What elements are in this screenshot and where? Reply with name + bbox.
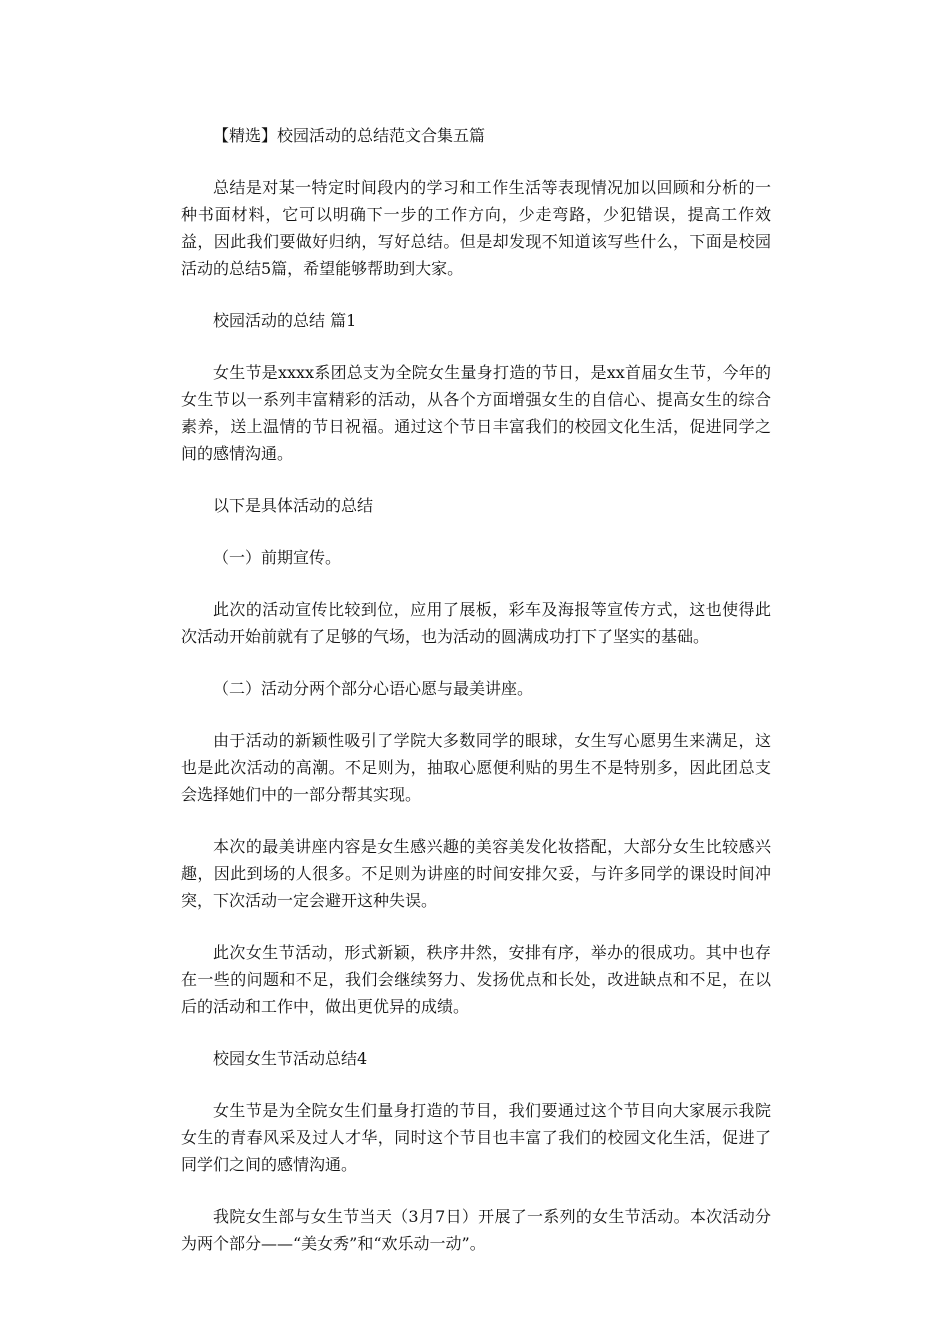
paragraph-4-intro: 女生节是为全院女生们量身打造的节目，我们要通过这个节目向大家展示我院女生的青春风采及过人才华，同时这个节目也丰富了我们的校园文化生活，促进了同学们之间的感情沟通。 (181, 1101, 771, 1174)
document-body (181, 122, 771, 1282)
subheading-publicity: （一）前期宣传。 (213, 548, 342, 567)
section-heading-4: 校园女生节活动总结4 (213, 1049, 368, 1068)
document-title: 【精选】校园活动的总结范文合集五篇 (213, 126, 486, 145)
paragraph-1: 女生节是xxxx系团总支为全院女生量身打造的节日，是xx首届女生节，今年的女生节以一系列丰富精彩的活动，从各个方面增强女生的自信心、提高女生的综合素养，送上温情的节日祝福。通过这个节日丰富我们的校园文化生活，促进同学之间的感情沟通。 (181, 363, 771, 463)
paragraph-publicity: 此次的活动宣传比较到位，应用了展板，彩车及海报等宣传方式，这也使得此次活动开始前就有了足够的气场，也为活动的圆满成功打下了坚实的基础。 (181, 600, 771, 646)
subheading-summary: 以下是具体活动的总结 (213, 496, 374, 515)
paragraph-conclusion: 此次女生节活动，形式新颖，秩序井然，安排有序，举办的很成功。其中也存在一些的问题和不足，我们会继续努力、发扬优点和长处，改进缺点和不足，在以后的活动和工作中，做出更优异的成绩。 (181, 943, 771, 1016)
subheading-activities: （二）活动分两个部分心语心愿与最美讲座。 (213, 679, 534, 698)
paragraph-wishes: 由于活动的新颖性吸引了学院大多数同学的眼球，女生写心愿男生来满足，这也是此次活动的高潮。不足则为，抽取心愿便利贴的男生不是特别多，因此团总支会选择她们中的一部分帮其实现。 (181, 731, 771, 804)
paragraph-intro: 总结是对某一特定时间段内的学习和工作生活等表现情况加以回顾和分析的一种书面材料，它可以明确下一步的工作方向，少走弯路，少犯错误，提高工作效益，因此我们要做好归纳，写好总结。但是却发现不知道该写些什么，下面是校园活动的总结5篇，希望能够帮助到大家。 (181, 178, 771, 278)
paragraph-lecture: 本次的最美讲座内容是女生感兴趣的美容美发化妆搭配，大部分女生比较感兴趣，因此到场的人很多。不足则为讲座的时间安排欠妥，与许多同学的课设时间冲突，下次活动一定会避开这种失误。 (181, 837, 771, 910)
paragraph-4-events: 我院女生部与女生节当天（3月7日）开展了一系列的女生节活动。本次活动分为两个部分——“美女秀”和“欢乐动一动”。 (181, 1207, 771, 1253)
section-heading-1: 校园活动的总结 篇1 (213, 311, 357, 330)
